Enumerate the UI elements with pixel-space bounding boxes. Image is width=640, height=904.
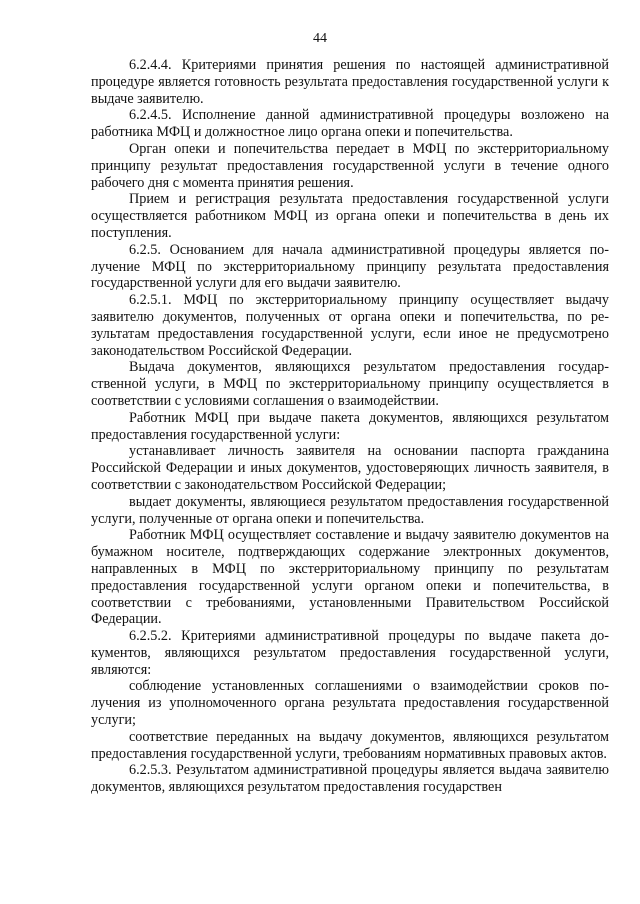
list-item: соблюдение установленных соглашениями о взаимодействии сроков получения из уполномоченного органа результата предоставления государственной услуги;: [91, 678, 609, 729]
page-number: 44: [313, 31, 327, 46]
paragraph: Работник МФЦ осуществляет составление и выдачу заявителю документов на бумажном носителе, подтверждающих содержание электронных документов, направленных в МФЦ по экстерриториальному принципу по результатам предоставления государственной услуги органом опеки и попечительства, в соответствии с требованиями, установленными Правительством Российской Федерации.: [91, 527, 609, 628]
paragraph-6-2-4-4: 6.2.4.4. Критериями принятия решения по настоящей административной процедуре является готовность результата предоставления государственной услуги к выдаче заявителю.: [91, 57, 609, 107]
list-item: соответствие переданных на выдачу документов, являющихся результатом предоставления государственной услуги, требованиям нормативных правовых актов.: [91, 728, 609, 762]
document-body: [91, 57, 609, 796]
list-item: выдает документы, являющиеся результатом предоставления государственной услуги, полученные от органа опеки и попечительства.: [91, 493, 609, 527]
paragraph: Орган опеки и попечительства передает в МФЦ по экстерриториальному принципу результат предоставления государственной услуги в течение одного рабочего дня с момента принятия решения.: [91, 140, 609, 191]
paragraph: Выдача документов, являющихся результатом предоставления государственной услуги, в МФЦ по экстерриториальному принципу осуществляется в соответствии с условиями соглашения о взаимодействии.: [91, 359, 609, 409]
paragraph-6-2-4-5: 6.2.4.5. Исполнение данной административной процедуры возложено на работника МФЦ и должностное лицо органа опеки и попечительства.: [91, 107, 609, 141]
paragraph-6-2-5-3: 6.2.5.3. Результатом административной процедуры является выдача заявителю документов, являющихся результатом предоставления государствен: [91, 762, 609, 796]
paragraph-6-2-5: 6.2.5. Основанием для начала административной процедуры является получение МФЦ по экстерриториальному принципу результата предоставления государственной услуги для его выдачи заявителю.: [91, 241, 609, 292]
paragraph: Работник МФЦ при выдаче пакета документов, являющихся результатом предоставления государственной услуги:: [91, 409, 609, 443]
paragraph-6-2-5-2: 6.2.5.2. Критериями административной процедуры по выдаче пакета документов, являющихся результатом предоставления государственной услуги, являются:: [91, 628, 609, 678]
list-item: устанавливает личность заявителя на основании паспорта гражданина Российской Федерации и иных документов, удостоверяющих личность заявителя, в соответствии с законодательством Российской Федерации;: [91, 443, 609, 493]
paragraph: Прием и регистрация результата предоставления государственной услуги осуществляется работником МФЦ из органа опеки и попечительства в день их поступления.: [91, 191, 609, 241]
paragraph-6-2-5-1: 6.2.5.1. МФЦ по экстерриториальному принципу осуществляет выдачу заявителю документов, полученных от органа опеки и попечительства, по результатам предоставления государственной услуги, если иное не предусмотрено законодательством Российской Федерации.: [91, 292, 609, 359]
